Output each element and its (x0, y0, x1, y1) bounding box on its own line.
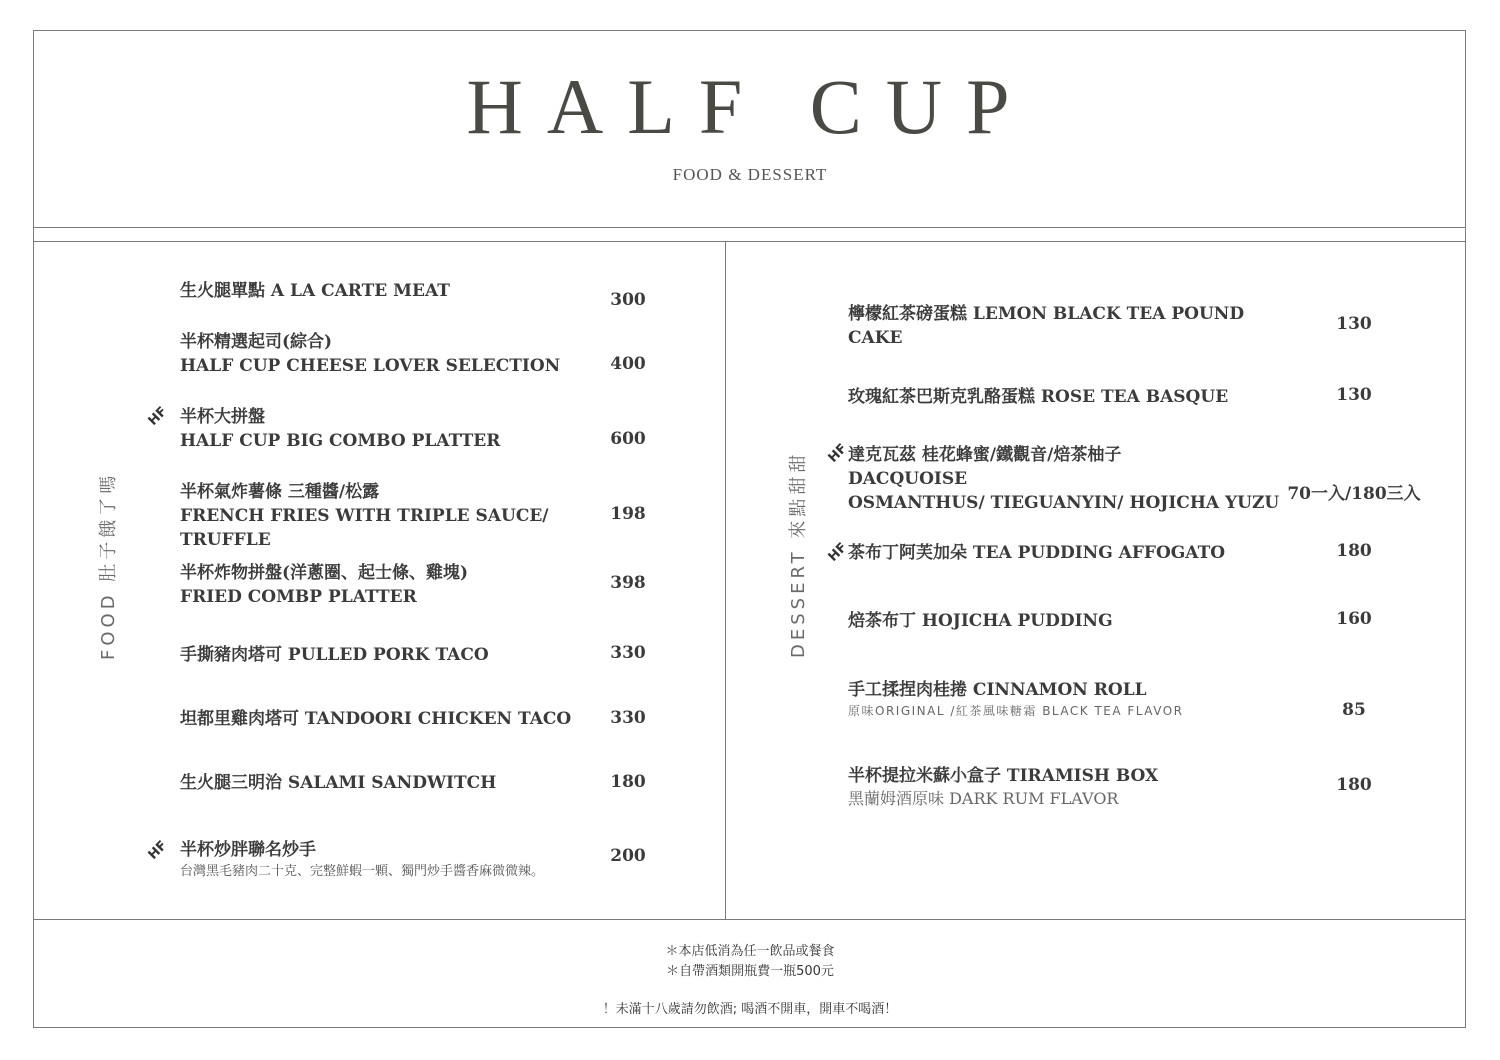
hf-mark-icon: HF (825, 540, 851, 565)
item-note: 台灣黑毛豬肉二十克、完整鮮蝦一顆、獨門炒手醬香麻微微辣。 (180, 864, 545, 879)
item-name: 達克瓦茲 桂花蜂蜜/鐵觀音/焙茶柚子 (848, 445, 1122, 465)
item-name: 生火腿三明治 SALAMI SANDWITCH (180, 773, 497, 793)
dessert-item (848, 385, 1228, 409)
item-note: 黑蘭姆酒原味 DARK RUM FLAVOR (848, 789, 1119, 808)
dessert-price: 130 (1336, 314, 1372, 334)
food-item (180, 561, 468, 609)
item-name: 半杯炒胖聯名炒手 (180, 840, 316, 860)
item-name: 手撕豬肉塔可 PULLED PORK TACO (180, 645, 489, 665)
footer-alcohol-warning: ！未滿十八歲請勿飲酒; 喝酒不開車，開車不喝酒！ (602, 1002, 898, 1017)
dessert-item (848, 609, 1113, 633)
item-name-en: HALF CUP CHEESE LOVER SELECTION (180, 356, 561, 376)
footer-divider (33, 919, 1466, 920)
footer-corkage: ＊自帶酒類開瓶費一瓶500元 (666, 964, 834, 979)
hf-mark-icon: HF (145, 838, 171, 863)
food-price: 180 (610, 772, 646, 792)
item-name: 坦都里雞肉塔可 TANDOORI CHICKEN TACO (180, 709, 572, 729)
food-price: 398 (610, 573, 646, 593)
dessert-item (848, 678, 1183, 720)
hf-mark-icon: HF (145, 404, 171, 429)
item-name: 半杯大拼盤 (180, 407, 265, 427)
dessert-item (848, 764, 1158, 810)
item-name: 半杯炸物拼盤(洋蔥圈、起士條、雞塊) (180, 563, 469, 583)
dessert-price: 180 (1336, 775, 1372, 795)
food-price: 300 (610, 290, 646, 310)
food-price: 330 (610, 708, 646, 728)
dessert-price: 160 (1336, 609, 1372, 629)
item-name-en: HALF CUP BIG COMBO PLATTER (180, 431, 501, 451)
food-item (180, 330, 560, 378)
food-item (180, 279, 450, 303)
dessert-price: 85 (1342, 700, 1366, 720)
hf-mark-icon: HF (825, 441, 851, 466)
food-section-label: FOOD 肚子餓了嗎 (98, 471, 119, 660)
food-item (180, 643, 489, 667)
dessert-price: 130 (1336, 385, 1372, 405)
food-item (180, 707, 571, 731)
dessert-item (848, 541, 1225, 565)
dessert-price: 180 (1336, 541, 1372, 561)
food-item (180, 771, 496, 795)
food-price: 198 (610, 504, 646, 524)
food-price: 400 (610, 354, 646, 374)
item-name-en: OSMANTHUS/ TIEGUANYIN/ HOJICHA YUZU (848, 493, 1280, 513)
item-name: 半杯提拉米蘇小盒子 TIRAMISH BOX (848, 766, 1159, 786)
food-price: 330 (610, 643, 646, 663)
column-divider (725, 241, 726, 920)
item-name: 檸檬紅茶磅蛋糕 LEMON BLACK TEA POUND (848, 304, 1245, 324)
dessert-price: 70一入/180三入 (1287, 484, 1421, 504)
food-item (180, 838, 544, 882)
item-name: 茶布丁阿芙加朵 TEA PUDDING AFFOGATO (848, 543, 1226, 563)
food-price: 200 (610, 846, 646, 866)
food-price: 600 (610, 429, 646, 449)
item-name: 手工揉捏肉桂捲 CINNAMON ROLL (848, 680, 1147, 700)
brand-title: HALF CUP (466, 63, 1034, 150)
item-name: 半杯精選起司(綜合) (180, 332, 333, 352)
dessert-item (848, 443, 1279, 515)
footer-min-charge: ＊本店低消為任一飲品或餐食 (665, 944, 835, 959)
food-item (180, 480, 549, 552)
item-name: 生火腿單點 A LA CARTE MEAT (180, 281, 450, 301)
item-name-en: FRENCH FRIES WITH TRIPLE SAUCE/ (180, 506, 549, 526)
header-divider-top (33, 227, 1466, 228)
item-name-en: CAKE (848, 328, 903, 348)
dessert-section-label: DESSERT 來點甜甜 (788, 450, 809, 658)
brand-subtitle: FOOD & DESSERT (672, 165, 828, 184)
item-name: 玫瑰紅茶巴斯克乳酪蛋糕 ROSE TEA BASQUE (848, 387, 1229, 407)
dessert-item (848, 302, 1244, 350)
item-name-en: FRIED COMBP PLATTER (180, 587, 417, 607)
food-item (180, 405, 500, 453)
item-name: 焙茶布丁 HOJICHA PUDDING (848, 611, 1113, 631)
item-name-en: TRUFFLE (180, 530, 271, 550)
item-name-en: DACQUOISE (848, 469, 968, 489)
header-divider-bottom (33, 241, 1466, 242)
item-note: 原味ORIGINAL /紅茶風味糖霜 BLACK TEA FLAVOR (848, 704, 1184, 718)
item-name: 半杯氣炸薯條 三種醬/松露 (180, 482, 380, 502)
